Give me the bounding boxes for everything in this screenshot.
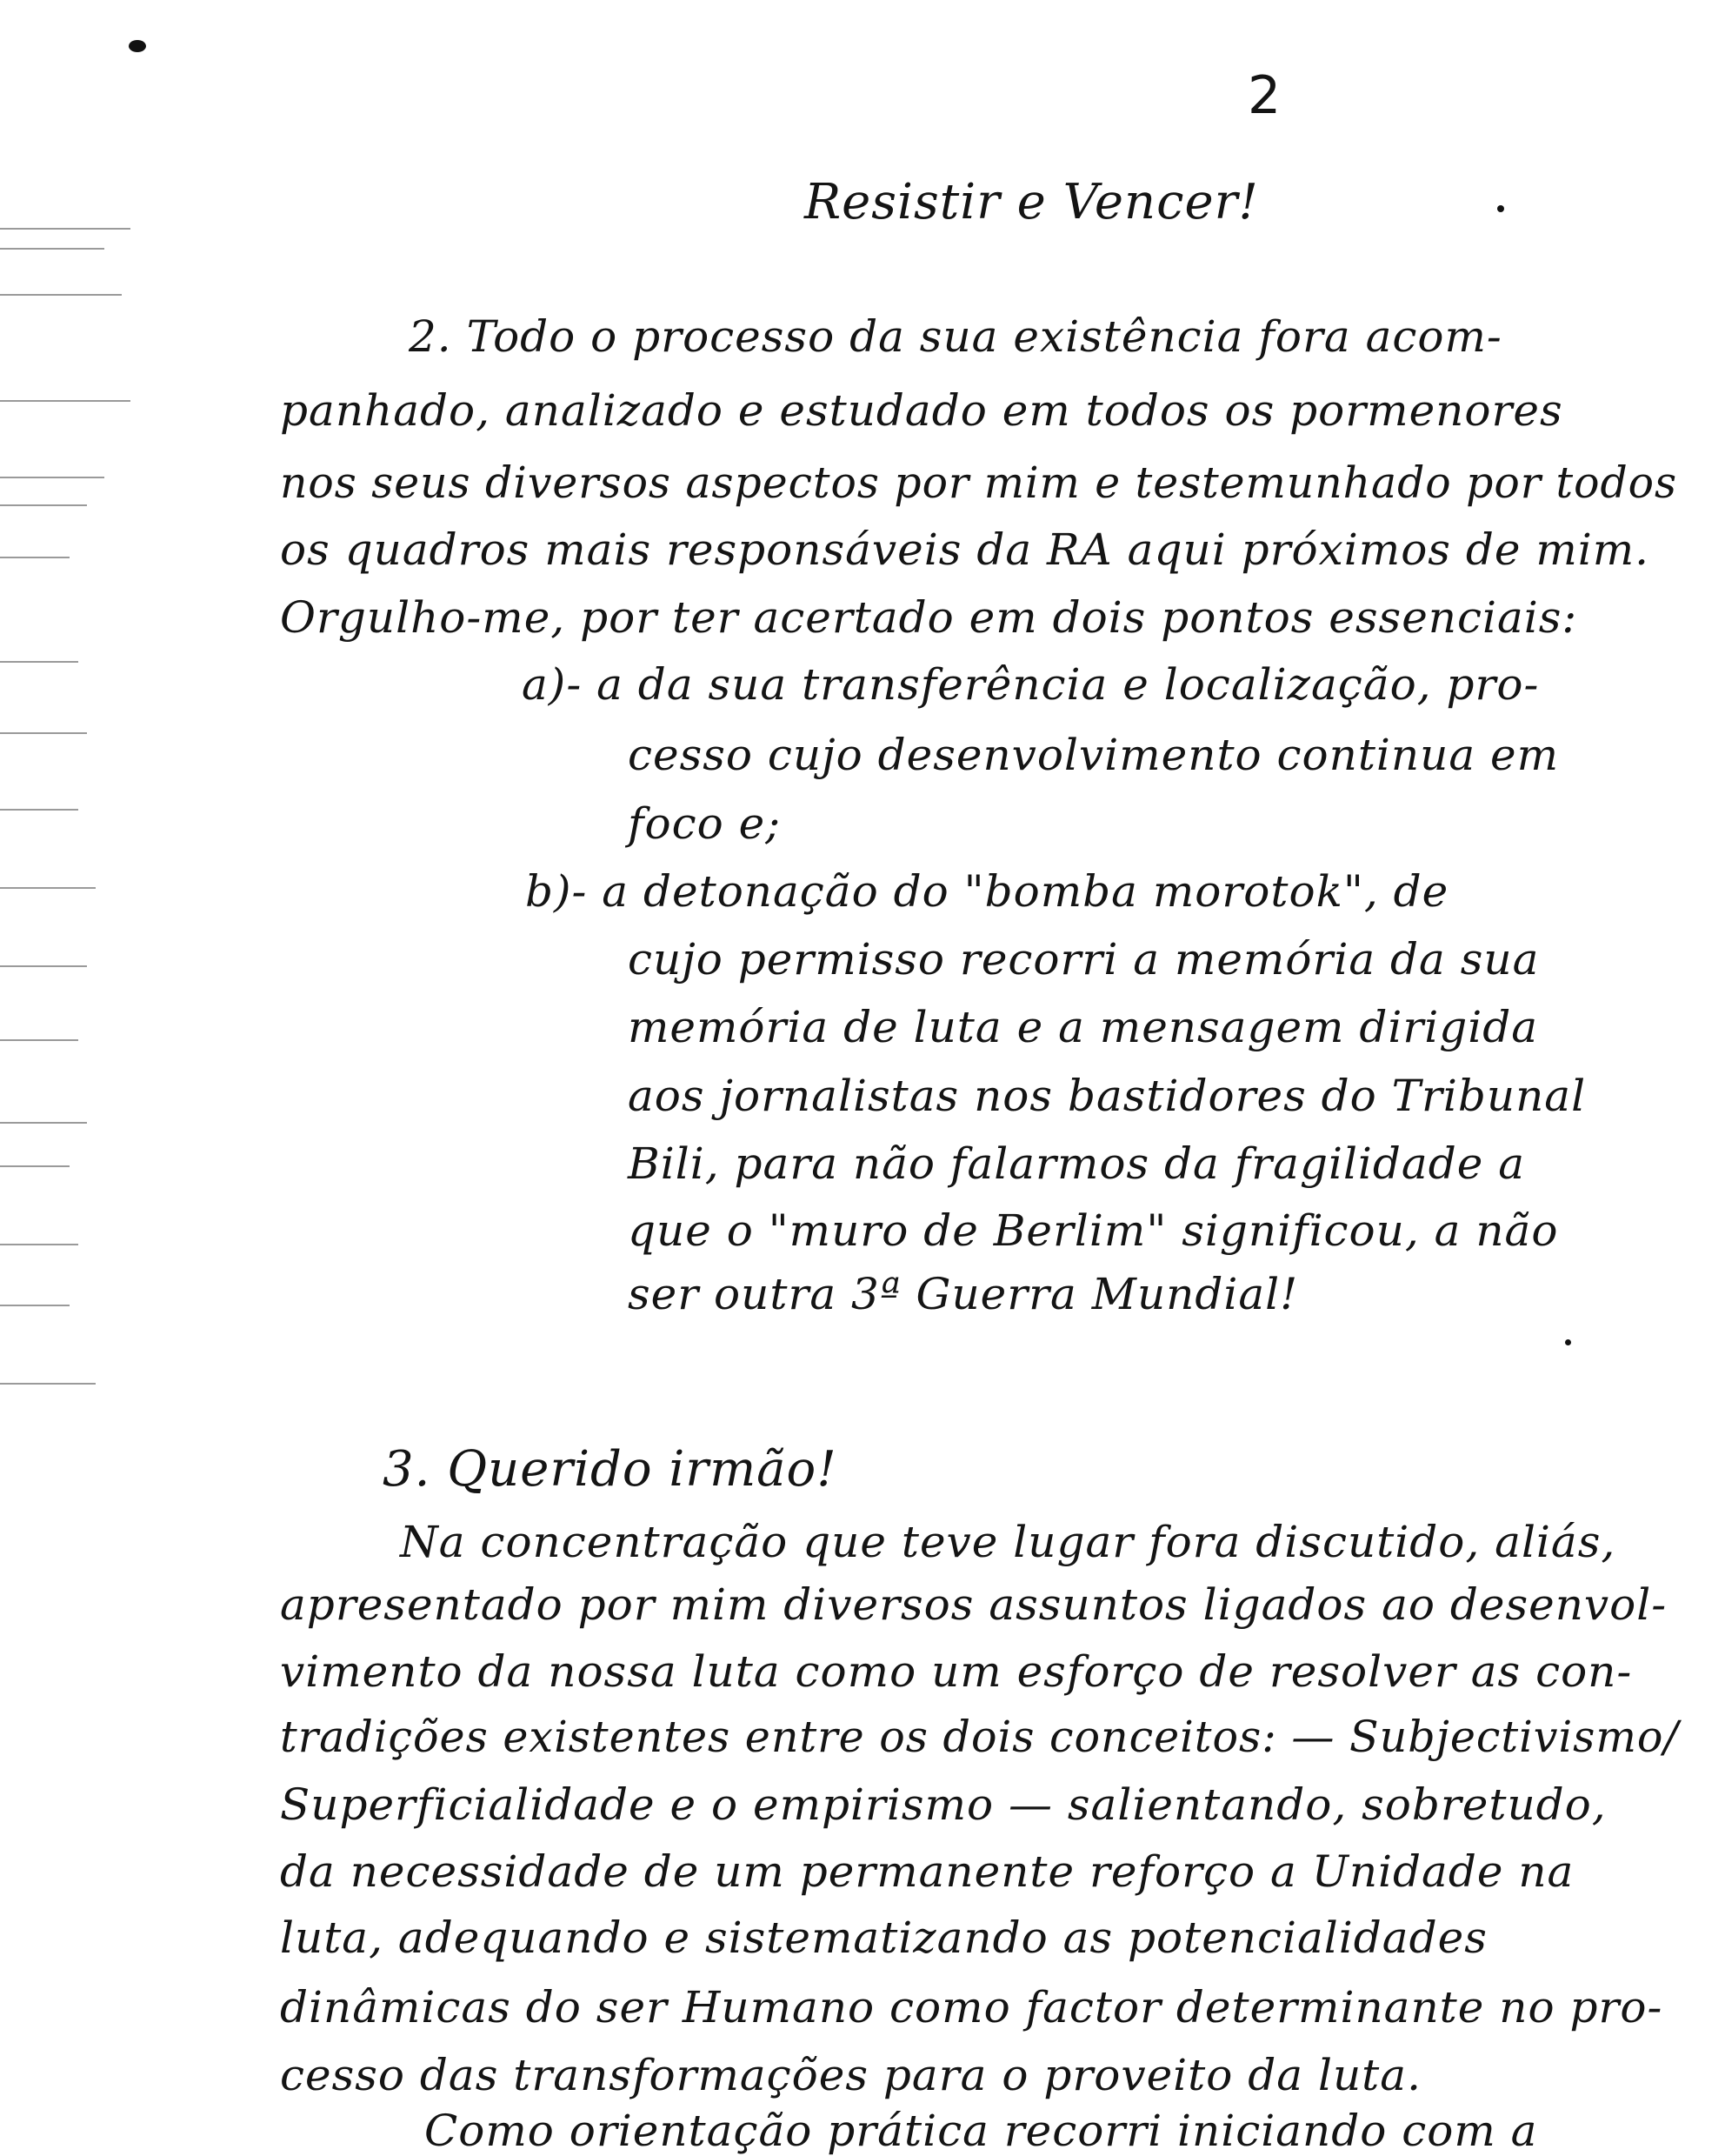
item-a-line: cesso cujo desenvolvimento continua em xyxy=(628,730,1560,780)
section-2-line: nos seus diversos aspectos por mim e testemunhado por todos xyxy=(280,457,1678,508)
item-b-line: memória de luta e a mensagem dirigida xyxy=(628,1002,1539,1052)
item-a-line: a)- a da sua transferência e localização, pro- xyxy=(522,659,1540,710)
ink-spot xyxy=(129,40,146,52)
ink-dot xyxy=(1565,1339,1571,1345)
item-a-line: foco e; xyxy=(628,798,782,849)
section-3-line: da necessidade de um permanente reforço a Unidade na xyxy=(280,1846,1575,1897)
section-2-line: 2. Todo o processo da sua existência fora acom- xyxy=(409,311,1502,362)
section-3-line: Superficialidade e o empirismo — salientando, sobretudo, xyxy=(280,1779,1607,1830)
item-b-line: b)- a detonação do "bomba morotok", de xyxy=(525,866,1449,917)
ink-dot xyxy=(1497,205,1504,212)
item-b-line: ser outra 3ª Guerra Mundial! xyxy=(628,1269,1299,1319)
letter-title: Resistir e Vencer! xyxy=(804,174,1259,230)
section-3-line: tradições existentes entre os dois conceitos: — Subjectivismo/ xyxy=(280,1712,1679,1762)
item-b-line: Bili, para não falarmos da fragilidade a xyxy=(628,1138,1526,1189)
section-3-line: vimento da nossa luta como um esforço de resolver as con- xyxy=(280,1646,1633,1697)
section-3-line: dinâmicas do ser Humano como factor determinante no pro- xyxy=(280,1982,1663,2033)
section-2-line: panhado, analizado e estudado em todos os pormenores xyxy=(280,385,1563,436)
item-b-line: que o "muro de Berlim" significou, a não xyxy=(628,1205,1559,1256)
section-2-line: Orgulho-me, por ter acertado em dois pontos essenciais: xyxy=(280,592,1578,643)
section-3-line: luta, adequando e sistematizando as potencialidades xyxy=(280,1912,1488,1963)
section-3-line: Na concentração que teve lugar fora discutido, aliás, xyxy=(400,1517,1616,1567)
section-3-line: apresentado por mim diversos assuntos ligados ao desenvol- xyxy=(280,1579,1668,1630)
section-3-heading: 3. Querido irmão! xyxy=(383,1441,837,1498)
item-b-line: cujo permisso recorri a memória da sua xyxy=(628,934,1540,985)
paper-margin-rules xyxy=(0,0,209,2139)
item-b-line: aos jornalistas nos bastidores do Tribunal xyxy=(628,1071,1587,1121)
section-3-line: cesso das transformações para o proveito da luta. xyxy=(280,2050,1422,2100)
section-2-line: os quadros mais responsáveis da RA aqui próximos de mim. xyxy=(280,524,1650,575)
page-number: 2 xyxy=(1248,65,1282,126)
section-3-line: Como orientação prática recorri iniciando com a xyxy=(424,2106,1538,2156)
